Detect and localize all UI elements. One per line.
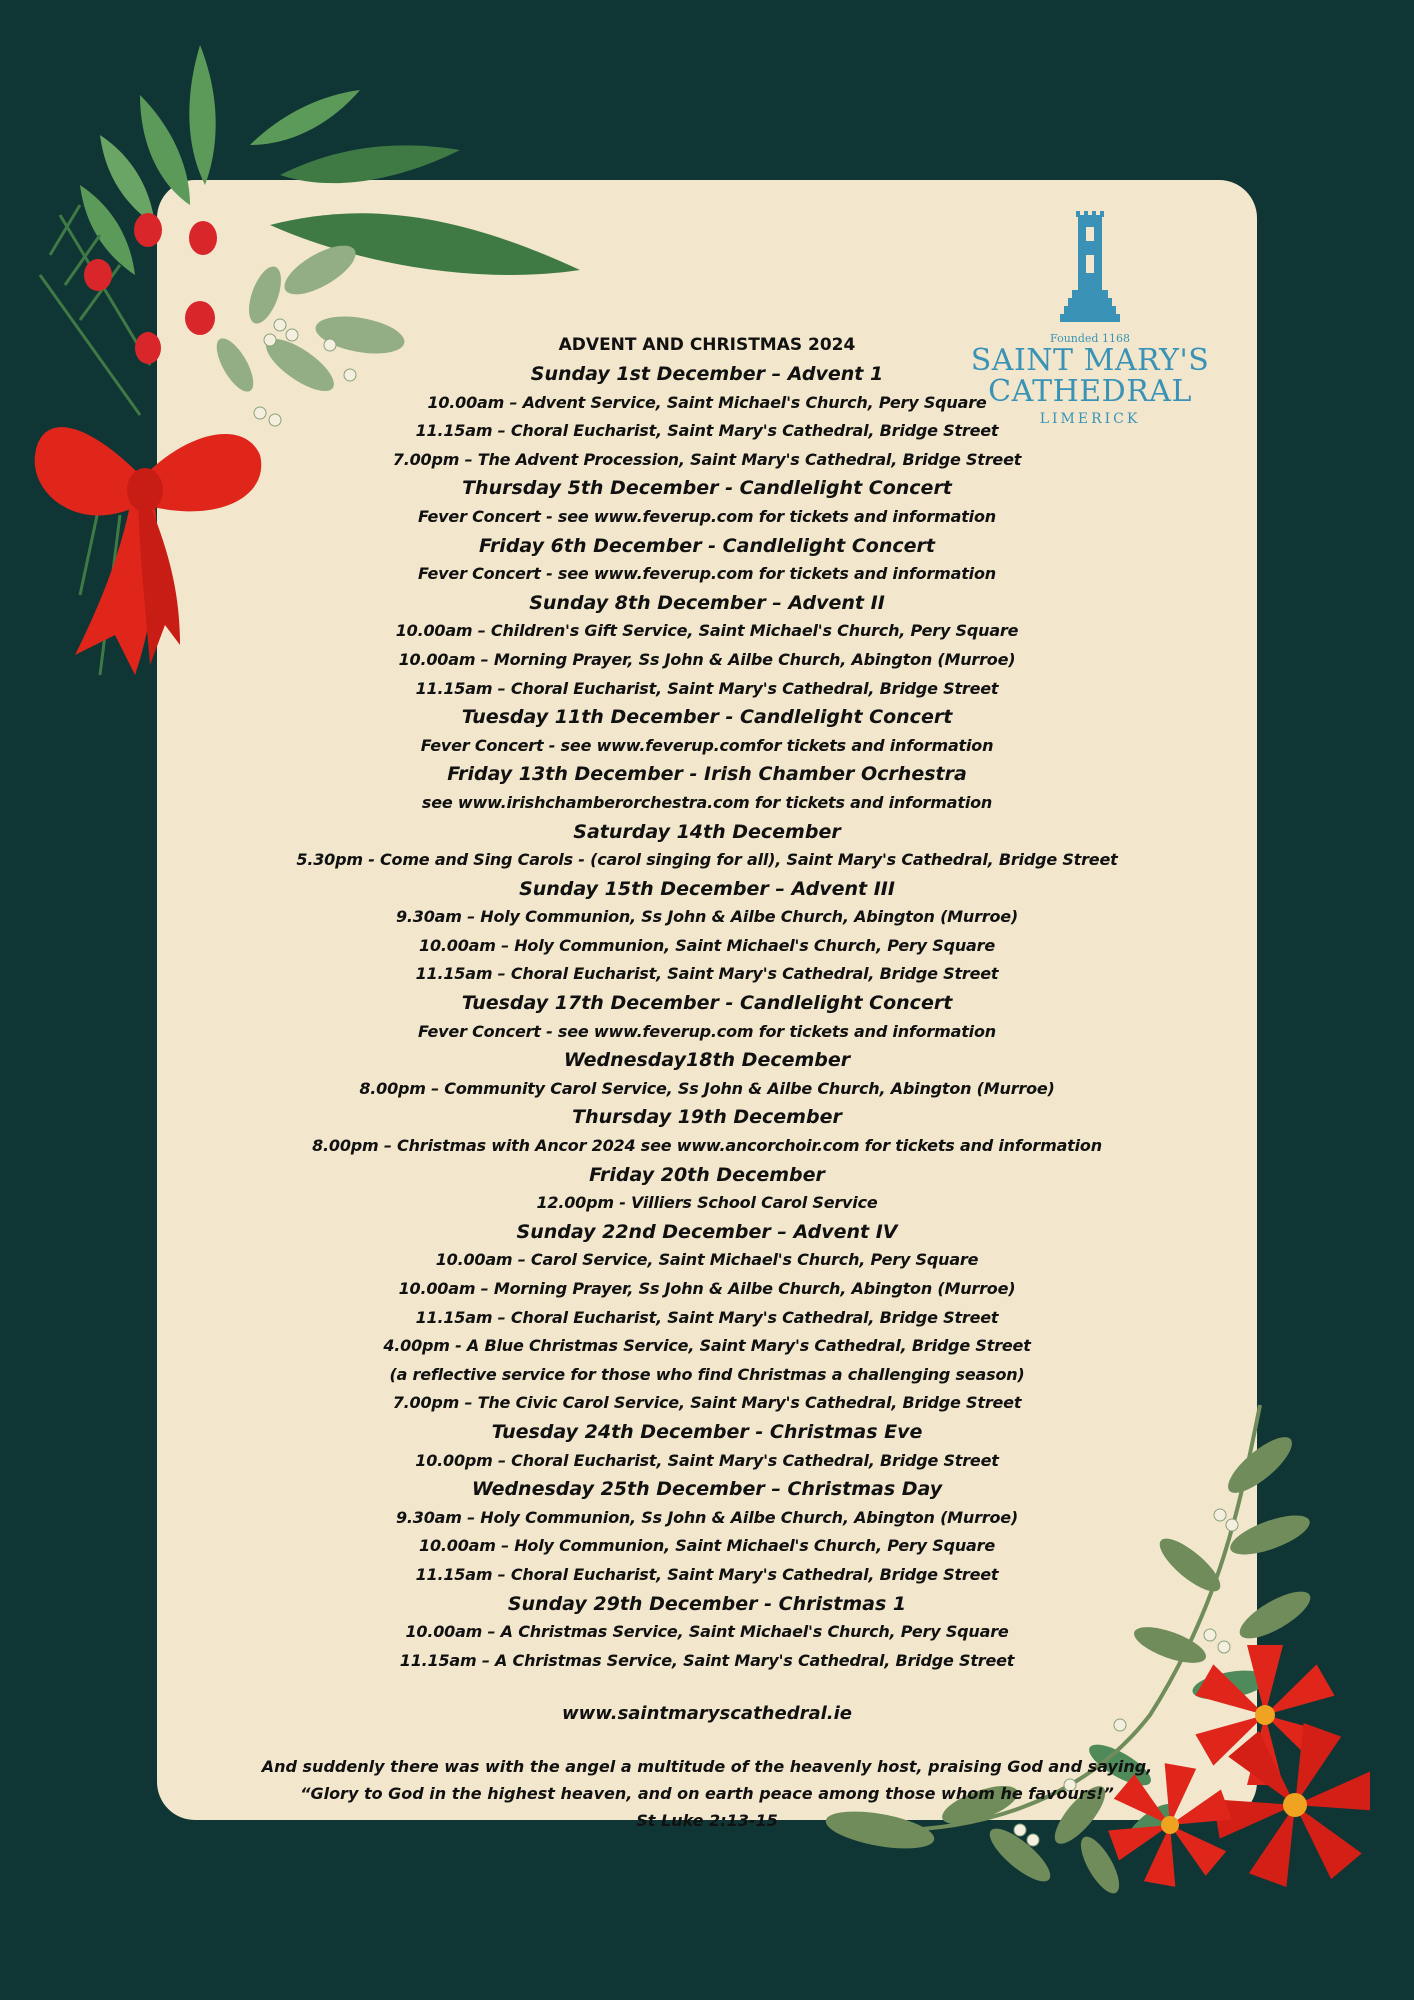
event-detail-line: 7.00pm – The Advent Procession, Saint Mary's Cathedral, Bridge Street	[392, 449, 1022, 469]
event-detail-line: 10.00am – Holy Communion, Saint Michael's Church, Pery Square	[419, 1536, 995, 1556]
event-date-heading: Sunday 22nd December – Advent IV	[516, 1220, 898, 1243]
event-date-heading: Sunday 15th December – Advent III	[519, 877, 895, 900]
event-date-heading: Sunday 29th December - Christmas 1	[507, 1592, 907, 1615]
event-detail-line: 4.00pm - A Blue Christmas Service, Saint Mary's Cathedral, Bridge Street	[383, 1336, 1031, 1356]
scripture-citation: St Luke 2:13-15	[636, 1811, 778, 1831]
event-date-heading: Friday 20th December	[589, 1163, 825, 1186]
event-detail-line: 8.00pm – Community Carol Service, Ss John & Ailbe Church, Abington (Murroe)	[359, 1078, 1055, 1098]
event-detail-line: 7.00pm – The Civic Carol Service, Saint Mary's Cathedral, Bridge Street	[392, 1393, 1022, 1413]
event-detail-line: see www.irishchamberorchestra.com for tickets and information	[421, 792, 993, 812]
event-detail-line: Fever Concert - see www.feverup.comfor tickets and information	[420, 735, 994, 755]
event-date-heading: Tuesday 24th December - Christmas Eve	[491, 1420, 923, 1443]
scripture-quote-line2: “Glory to God in the highest heaven, and on earth peace among those whom he favours!”	[300, 1784, 1114, 1804]
logo-city: LIMERICK	[1039, 411, 1141, 427]
event-detail-line: 8.00pm – Christmas with Ancor 2024 see www.ancorchoir.com for tickets and information	[312, 1136, 1102, 1156]
event-detail-line: 12.00pm - Villiers School Carol Service	[536, 1193, 878, 1213]
event-date-heading: Friday 13th December - Irish Chamber Ocrhestra	[447, 763, 967, 786]
event-detail-line: 11.15am – Choral Eucharist, Saint Mary's Cathedral, Bridge Street	[415, 964, 999, 984]
event-detail-line: Fever Concert - see www.feverup.com for tickets and information	[418, 506, 996, 526]
schedule-title: ADVENT AND CHRISTMAS 2024	[558, 335, 856, 355]
event-detail-line: (a reflective service for those who find Christmas a challenging season)	[389, 1364, 1025, 1384]
event-detail-line: 5.30pm - Come and Sing Carols - (carol singing for all), Saint Mary's Cathedral, Bridge Street	[296, 850, 1118, 870]
event-detail-line: 10.00am – Carol Service, Saint Michael's Church, Pery Square	[435, 1250, 979, 1270]
event-detail-line: Fever Concert - see www.feverup.com for tickets and information	[418, 1021, 996, 1041]
event-detail-line: 9.30am – Holy Communion, Ss John & Ailbe Church, Abington (Murroe)	[395, 907, 1019, 927]
event-detail-line: 10.00am – Advent Service, Saint Michael's Church, Pery Square	[427, 392, 987, 412]
logo-name-line1: SAINT MARY'S	[970, 343, 1210, 378]
event-date-heading: Sunday 8th December – Advent II	[529, 591, 885, 614]
event-detail-line: 10.00am – Morning Prayer, Ss John & Ailbe Church, Abington (Murroe)	[398, 649, 1016, 669]
website-link[interactable]: www.saintmaryscathedral.ie	[562, 1703, 852, 1725]
schedule	[157, 331, 1257, 1834]
event-date-heading: Tuesday 17th December - Candlelight Concert	[461, 992, 953, 1015]
event-date-heading: Wednesday18th December	[563, 1049, 851, 1072]
logo-founded: Founded 1168	[1050, 332, 1130, 345]
event-detail-line: 10.00pm – Choral Eucharist, Saint Mary's Cathedral, Bridge Street	[415, 1450, 999, 1470]
cathedral-tower-icon	[1060, 205, 1120, 330]
logo-name-line2: CATHEDRAL	[988, 374, 1192, 409]
schedule-lines	[157, 360, 1257, 1675]
event-detail-line: 11.15am – A Christmas Service, Saint Mary's Cathedral, Bridge Street	[399, 1650, 1015, 1670]
event-detail-line: 11.15am – Choral Eucharist, Saint Mary's Cathedral, Bridge Street	[415, 1564, 999, 1584]
event-detail-line: 11.15am – Choral Eucharist, Saint Mary's Cathedral, Bridge Street	[415, 421, 999, 441]
event-detail-line: 10.00am – Holy Communion, Saint Michael's Church, Pery Square	[419, 935, 995, 955]
event-date-heading: Saturday 14th December	[573, 820, 841, 843]
event-date-heading: Friday 6th December - Candlelight Concert	[479, 534, 935, 557]
event-detail-line: 11.15am – Choral Eucharist, Saint Mary's Cathedral, Bridge Street	[415, 1307, 999, 1327]
event-date-heading: Wednesday 25th December – Christmas Day	[471, 1478, 943, 1501]
event-detail-line: 10.00am – Children's Gift Service, Saint Michael's Church, Pery Square	[395, 621, 1019, 641]
event-detail-line: 10.00am – Morning Prayer, Ss John & Ailbe Church, Abington (Murroe)	[398, 1279, 1016, 1298]
scripture-quote-line1: And suddenly there was with the angel a multitude of the heavenly host, praising God and saying,	[261, 1757, 1153, 1777]
event-detail-line: 10.00am – A Christmas Service, Saint Michael's Church, Pery Square	[405, 1622, 1009, 1642]
event-detail-line: 11.15am – Choral Eucharist, Saint Mary's Cathedral, Bridge Street	[415, 678, 999, 698]
event-date-heading: Thursday 19th December	[572, 1106, 842, 1129]
event-detail-line: 9.30am – Holy Communion, Ss John & Ailbe Church, Abington (Murroe)	[395, 1507, 1019, 1527]
event-detail-line: Fever Concert - see www.feverup.com for tickets and information	[418, 564, 996, 584]
event-date-heading: Sunday 1st December – Advent 1	[530, 363, 884, 385]
event-date-heading: Thursday 5th December - Candlelight Concert	[462, 477, 952, 500]
event-date-heading: Tuesday 11th December - Candlelight Concert	[461, 706, 953, 729]
